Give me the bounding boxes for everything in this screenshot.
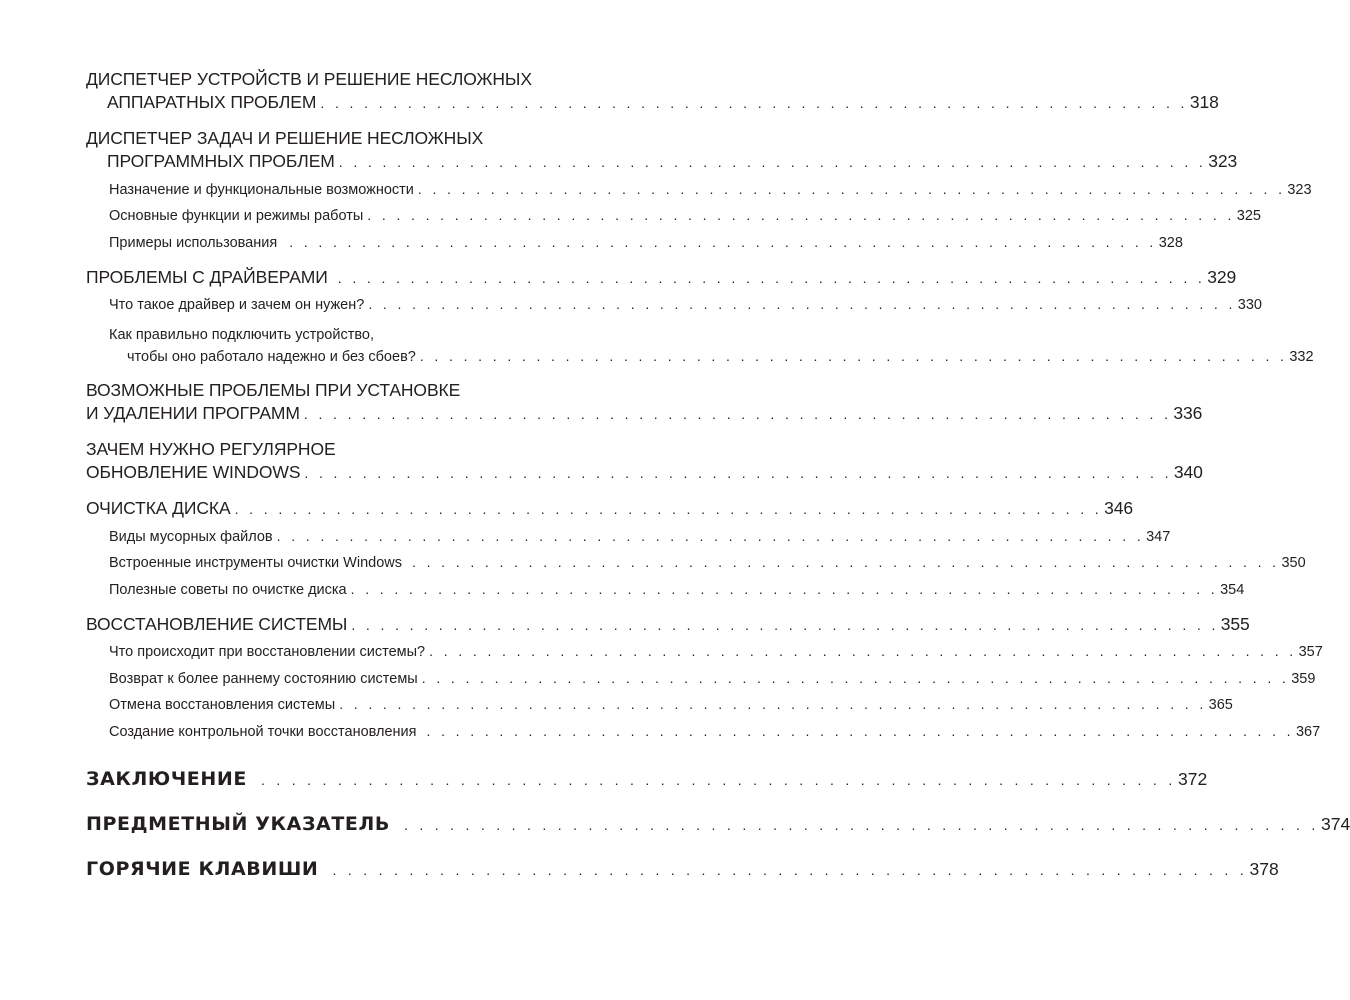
toc-subentry (86, 324, 1314, 367)
toc-subentry-title: Что происходит при восстановлении системы? (109, 644, 426, 660)
toc-entry-title-line1: ДИСПЕТЧЕР ЗАДАЧ И РЕШЕНИЕ НЕСЛОЖНЫХ (86, 128, 484, 148)
toc-page-number: 357 (1298, 644, 1323, 660)
dot-leader: . . . . . . . . . . . . . . . . . . . . . . . . . . . . . . . . . . . . . . . . . . . . . . . . . . . . . . . . . . . . (339, 696, 1207, 712)
toc-subentry-title: Полезные советы по очистке диска (109, 581, 347, 598)
toc-subentry (86, 578, 1245, 601)
toc-entry-install-problems (86, 379, 1203, 426)
toc-entry-drivers (86, 266, 1237, 290)
dot-leader: . . . . . . . . . . . . . . . . . . . . . . . . . . . . . . . . . . . . . . . . . . . . . . . . . . . . . . . . . . . . (429, 643, 1297, 659)
toc-entry-title: ЗАКЛЮЧЕНИЕ (86, 767, 247, 790)
toc-subentry-title: Встроенные инструменты очистки Windows (109, 555, 402, 571)
toc-page-number: 359 (1291, 670, 1316, 687)
toc-subentry-title: Что такое драйвер и зачем он нужен? (109, 297, 365, 313)
toc-entry-title-line1: ЗАЧЕМ НУЖНО РЕГУЛЯРНОЕ (86, 439, 336, 459)
dot-leader: . . . . . . . . . . . . . . . . . . . . . . . . . . . . . . . . . . . . . . . . . . . . . . . . . . . . . . . . . . . . (338, 154, 1207, 170)
toc-page-number: 330 (1237, 297, 1262, 313)
dot-leader: . . . . . . . . . . . . . . . . . . . . . . . . . . . . . . . . . . . . . . . . . . . . . . . . . . . . . . . . . . . . (303, 406, 1172, 422)
toc-entry-task-manager (86, 127, 1238, 174)
dot-leader: . . . . . . . . . . . . . . . . . . . . . . . . . . . . . . . . . . . . . . . . . . . . . . . . . . . . . . . . . . . . (304, 465, 1172, 481)
toc-subentry (86, 178, 1312, 201)
toc-entry-disk-cleanup (86, 497, 1133, 521)
toc-entry-title: ПРОБЛЕМЫ С ДРАЙВЕРАМИ (86, 266, 328, 287)
toc-entry-title-line2: ОБНОВЛЕНИЕ WINDOWS (86, 462, 301, 482)
toc-page-number: 346 (1104, 498, 1133, 518)
toc-subentry-title: Основные функции и режимы работы (109, 208, 364, 224)
toc-page-number: 367 (1295, 723, 1321, 740)
toc-entry-device-manager (86, 68, 1219, 115)
dot-leader: . . . . . . . . . . . . . . . . . . . . . . . . . . . . . . . . . . . . . . . . . . . . . . . . . . . . . . . . . . . . (320, 95, 1188, 111)
dot-leader: . . . . . . . . . . . . . . . . . . . . . . . . . . . . . . . . . . . . . . . . . . . . . . . . . . . . . . . . . . . . (412, 554, 1280, 570)
toc-page-number: 323 (1208, 151, 1238, 171)
toc-subentry-title: Примеры использования (109, 234, 278, 251)
dot-leader: . . . . . . . . . . . . . . . . . . . . . . . . . . . . . . . . . . . . . . . . . . . . . . . . . . . . . . . . . . . . (421, 669, 1290, 686)
toc-subentry (86, 231, 1183, 254)
toc-page-number: 332 (1289, 349, 1314, 365)
dot-leader: . . . . . . . . . . . . . . . . . . . . . . . . . . . . . . . . . . . . . . . . . . . . . . . . . . . . . . . . . . . . (332, 861, 1248, 878)
toc-subentry-title-line1: Как правильно подключить устройство, (109, 327, 374, 343)
dot-leader: . . . . . . . . . . . . . . . . . . . . . . . . . . . . . . . . . . . . . . . . . . . . . . . . . . . . . . . . . . . . (403, 816, 1320, 833)
toc-page-number: 372 (1178, 768, 1208, 789)
toc-page-number: 374 (1321, 813, 1350, 834)
toc-subentry-title: Создание контрольной точки восстановления (109, 723, 417, 740)
toc-page-number: 336 (1173, 403, 1203, 423)
dot-leader: . . . . . . . . . . . . . . . . . . . . . . . . . . . . . . . . . . . . . . . . . . . . . . . . . . . . . . . . . . . . (276, 527, 1145, 544)
toc-page-number: 318 (1189, 92, 1219, 112)
toc-page-number: 365 (1208, 697, 1233, 713)
toc-subentry (86, 551, 1306, 574)
toc-entry-title-line1: ДИСПЕТЧЕР УСТРОЙСТВ И РЕШЕНИЕ НЕСЛОЖНЫХ (86, 69, 532, 89)
dot-leader: . . . . . . . . . . . . . . . . . . . . . . . . . . . . . . . . . . . . . . . . . . . . . . . . . . . . . . . . . . . . (260, 771, 1177, 788)
toc-subentry (86, 640, 1323, 663)
toc-page-number: 354 (1220, 581, 1245, 598)
toc-entry-windows-update (86, 438, 1203, 485)
toc-subentry (86, 204, 1261, 227)
toc-entry-subject-index (86, 812, 1350, 837)
dot-leader: . . . . . . . . . . . . . . . . . . . . . . . . . . . . . . . . . . . . . . . . . . . . . . . . . . . . . . . . . . . . (289, 233, 1157, 250)
toc-entry-system-restore (86, 613, 1250, 637)
toc-subentry-title: Отмена восстановления системы (109, 697, 336, 713)
toc-entry-hotkeys (86, 857, 1279, 882)
dot-leader: . . . . . . . . . . . . . . . . . . . . . . . . . . . . . . . . . . . . . . . . . . . . . . . . . . . . . . . . . . . . (350, 580, 1219, 597)
toc-subentry (86, 720, 1321, 743)
toc-page-number: 325 (1236, 208, 1261, 224)
toc-page-number: 329 (1207, 266, 1237, 287)
dot-leader: . . . . . . . . . . . . . . . . . . . . . . . . . . . . . . . . . . . . . . . . . . . . . . . . . . . . . . . . . . . . (337, 269, 1206, 286)
toc-page-number: 340 (1173, 462, 1203, 482)
toc-page-number: 378 (1249, 858, 1279, 879)
toc-entry-conclusion (86, 767, 1208, 792)
toc-subentry-title: Возврат к более раннему состоянию системы (109, 670, 418, 687)
toc-page-number: 347 (1146, 528, 1171, 545)
dot-leader: . . . . . . . . . . . . . . . . . . . . . . . . . . . . . . . . . . . . . . . . . . . . . . . . . . . . . . . . . . . . (234, 501, 1103, 517)
toc-subentry-title: Назначение и функциональные возможности (109, 181, 414, 198)
toc-page-number: 350 (1281, 555, 1306, 571)
dot-leader: . . . . . . . . . . . . . . . . . . . . . . . . . . . . . . . . . . . . . . . . . . . . . . . . . . . . . . . . . . . . (368, 296, 1236, 312)
toc-entry-title: ВОССТАНОВЛЕНИЕ СИСТЕМЫ (86, 613, 348, 634)
toc-entry-title: ГОРЯЧИЕ КЛАВИШИ (86, 857, 319, 880)
toc-subentry-title-line2: чтобы оно работало надежно и без сбоев? (127, 349, 416, 365)
dot-leader: . . . . . . . . . . . . . . . . . . . . . . . . . . . . . . . . . . . . . . . . . . . . . . . . . . . . . . . . . . . . (351, 616, 1219, 633)
toc-entry-title-line2: И УДАЛЕНИИ ПРОГРАММ (86, 403, 300, 423)
dot-leader: . . . . . . . . . . . . . . . . . . . . . . . . . . . . . . . . . . . . . . . . . . . . . . . . . . . . . . . . . . . . (426, 722, 1294, 739)
toc-page-number: 355 (1220, 613, 1250, 634)
toc-entry-title: ПРЕДМЕТНЫЙ УКАЗАТЕЛЬ (86, 812, 390, 835)
dot-leader: . . . . . . . . . . . . . . . . . . . . . . . . . . . . . . . . . . . . . . . . . . . . . . . . . . . . . . . . . . . . (417, 180, 1286, 197)
toc-entry-title-line2: АППАРАТНЫХ ПРОБЛЕМ (107, 92, 317, 112)
dot-leader: . . . . . . . . . . . . . . . . . . . . . . . . . . . . . . . . . . . . . . . . . . . . . . . . . . . . . . . . . . . . (367, 207, 1235, 223)
toc-subentry (86, 667, 1316, 690)
toc-subentry (86, 525, 1171, 548)
dot-leader: . . . . . . . . . . . . . . . . . . . . . . . . . . . . . . . . . . . . . . . . . . . . . . . . . . . . . . . . . . . . (419, 348, 1288, 364)
toc-entry-title-line1: ВОЗМОЖНЫЕ ПРОБЛЕМЫ ПРИ УСТАНОВКЕ (86, 380, 461, 400)
toc-subentry (86, 293, 1262, 316)
toc-subentry-title: Виды мусорных файлов (109, 528, 273, 545)
toc-subentry (86, 693, 1233, 716)
toc-page-number: 328 (1158, 234, 1183, 251)
toc-entry-title-line2: ПРОГРАММНЫХ ПРОБЛЕМ (107, 151, 335, 171)
toc-page-number: 323 (1287, 181, 1312, 198)
toc-entry-title: ОЧИСТКА ДИСКА (86, 498, 231, 518)
table-of-contents (86, 68, 1350, 882)
